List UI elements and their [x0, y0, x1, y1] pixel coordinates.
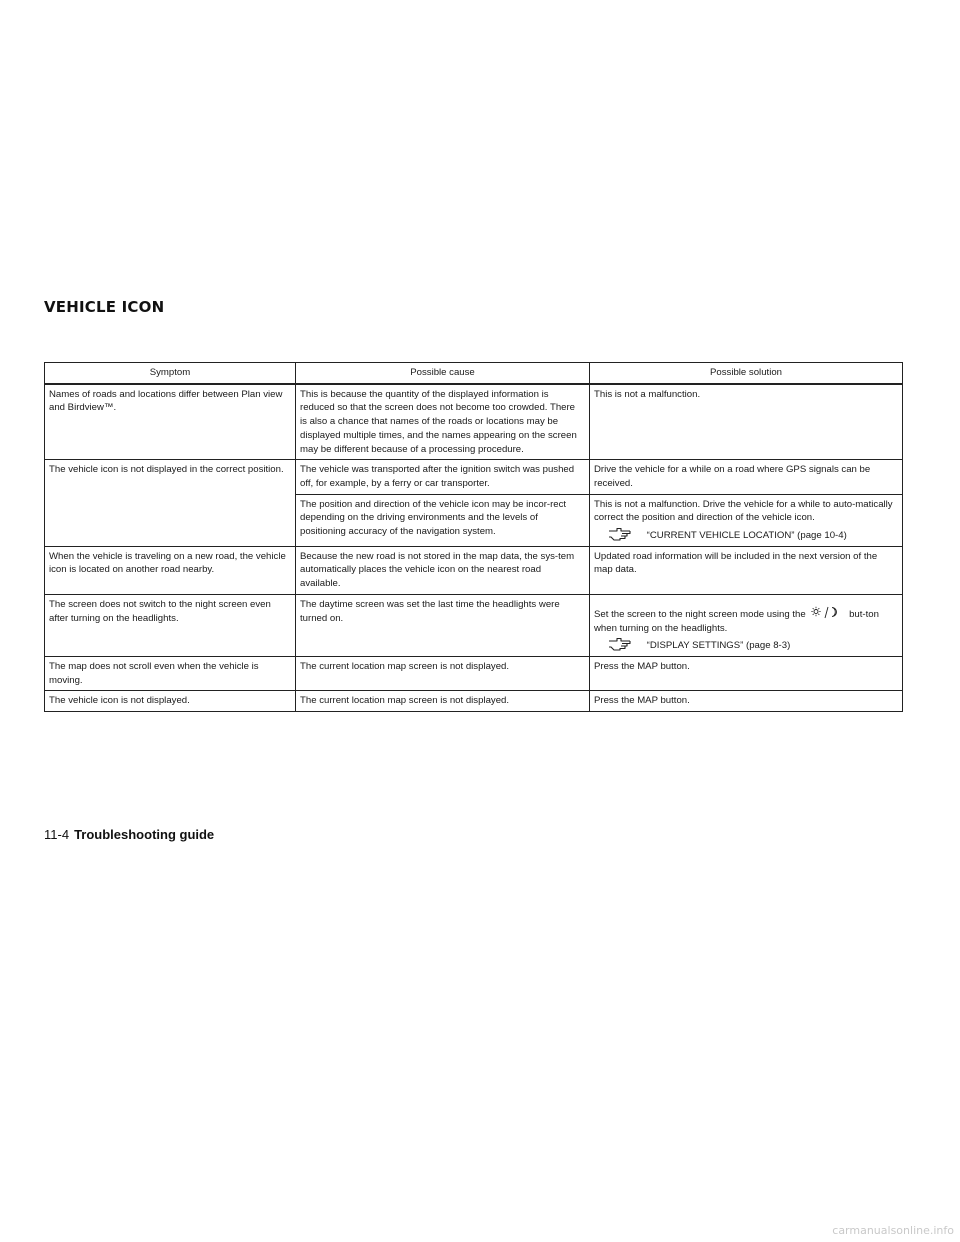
chapter-title: Troubleshooting guide: [74, 827, 215, 842]
solution-text: This is not a malfunction. Drive the vehicle for a while to auto-matically correct the position and direction of the vehicle icon.: [594, 498, 893, 524]
symptom-cell: The map does not scroll even when the vehicle is moving.: [45, 656, 296, 690]
solution-text: but-ton when turning on the headlights.: [594, 608, 879, 634]
table-row: [45, 691, 903, 712]
day-night-icon: [809, 606, 845, 619]
pointing-hand-icon: [608, 637, 632, 651]
header-possible-cause: Possible cause: [296, 363, 590, 384]
table-row: [45, 546, 903, 594]
table-header-row: [45, 363, 903, 384]
page-reference: [594, 637, 897, 653]
symptom-cell: The vehicle icon is not displayed.: [45, 691, 296, 712]
watermark: carmanualsonline.info: [832, 1224, 954, 1237]
symptom-cell: Names of roads and locations differ between Plan view and Birdview™.: [45, 384, 296, 460]
cause-cell: The current location map screen is not displayed.: [296, 691, 590, 712]
solution-text: Set the screen to the night screen mode using the: [594, 608, 806, 620]
header-symptom: Symptom: [45, 363, 296, 384]
cause-cell: This is because the quantity of the displayed information is reduced so that the screen does not become too crowded. There is also a chance that names of the roads or locations may be displayed multiple times, and the names appearing on the screen may be different because of a processing procedure.: [296, 384, 590, 460]
page-reference: [594, 527, 897, 543]
table-row: [45, 460, 903, 494]
cause-cell: The vehicle was transported after the ignition switch was pushed off, for example, by a ferry or car transporter.: [296, 460, 590, 494]
cause-cell: The current location map screen is not displayed.: [296, 656, 590, 690]
cause-cell: The position and direction of the vehicle icon may be incor-rect depending on the driving environments and the levels of positioning accuracy of the navigation system.: [296, 494, 590, 546]
cause-cell: Because the new road is not stored in the map data, the sys-tem automatically places the vehicle icon on the nearest road available.: [296, 546, 590, 594]
symptom-cell: When the vehicle is traveling on a new road, the vehicle icon is located on another road nearby.: [45, 546, 296, 594]
page-footer: [44, 827, 214, 842]
pointing-hand-icon: [608, 527, 632, 541]
solution-cell: Press the MAP button.: [590, 691, 903, 712]
cause-cell: The daytime screen was set the last time the headlights were turned on.: [296, 594, 590, 656]
solution-cell: [590, 494, 903, 546]
solution-cell: Drive the vehicle for a while on a road where GPS signals can be received.: [590, 460, 903, 494]
solution-cell: Updated road information will be included in the next version of the map data.: [590, 546, 903, 594]
reference-text: “CURRENT VEHICLE LOCATION” (page 10-4): [646, 530, 847, 542]
header-possible-solution: Possible solution: [590, 363, 903, 384]
page-number: 11-4: [44, 827, 70, 842]
solution-cell: Press the MAP button.: [590, 656, 903, 690]
reference-text: “DISPLAY SETTINGS” (page 8-3): [646, 640, 791, 652]
table-row: [45, 656, 903, 690]
symptom-cell: The screen does not switch to the night screen even after turning on the headlights.: [45, 594, 296, 656]
troubleshooting-table: [44, 362, 903, 712]
table-row: [45, 594, 903, 656]
symptom-cell: The vehicle icon is not displayed in the correct position.: [45, 460, 296, 547]
solution-cell: This is not a malfunction.: [590, 384, 903, 460]
solution-cell: [590, 594, 903, 656]
table-row: [45, 384, 903, 460]
section-title: VEHICLE ICON: [44, 298, 165, 316]
